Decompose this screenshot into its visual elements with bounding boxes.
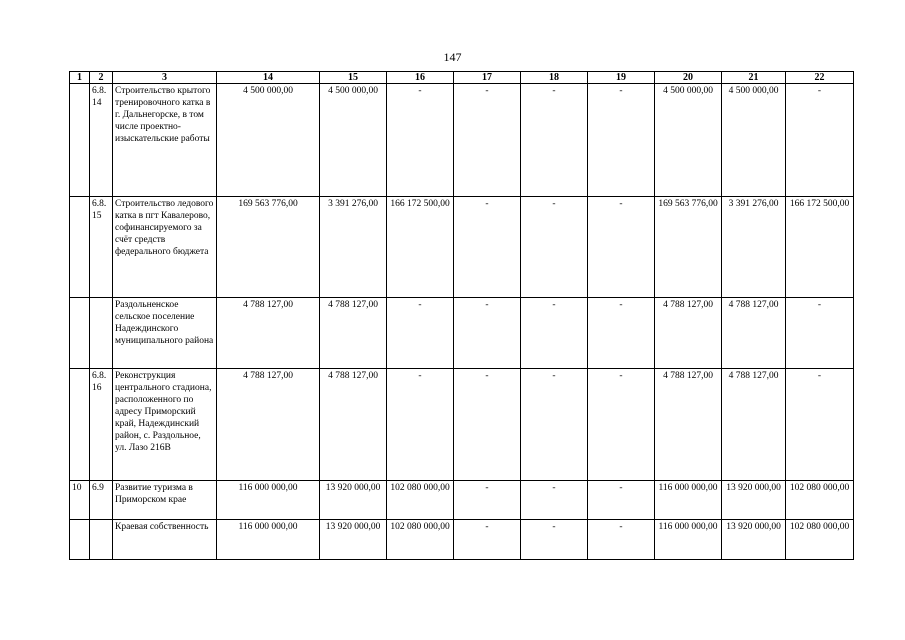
table-row bbox=[70, 369, 854, 481]
col-header: 18 bbox=[521, 72, 588, 84]
cell-col16: 102 080 000,00 bbox=[387, 481, 454, 520]
cell-col21: 4 500 000,00 bbox=[722, 84, 786, 197]
cell-col15: 4 788 127,00 bbox=[320, 369, 387, 481]
col-header: 20 bbox=[655, 72, 722, 84]
cell-col19: - bbox=[588, 369, 655, 481]
cell-col20: 4 788 127,00 bbox=[655, 298, 722, 369]
page-number: 147 bbox=[443, 50, 462, 64]
cell-col19: - bbox=[588, 197, 655, 298]
col-header: 15 bbox=[320, 72, 387, 84]
row-number bbox=[70, 298, 90, 369]
cell-col21: 4 788 127,00 bbox=[722, 369, 786, 481]
row-number bbox=[70, 369, 90, 481]
cell-col21: 3 391 276,00 bbox=[722, 197, 786, 298]
cell-col19: - bbox=[588, 298, 655, 369]
item-code bbox=[90, 298, 113, 369]
cell-col17: - bbox=[454, 84, 521, 197]
item-name: Строительство крытого тренировочного катка в г. Дальнегорске, в том числе проектно-изыскательские работы bbox=[113, 84, 217, 197]
cell-col20: 116 000 000,00 bbox=[655, 520, 722, 560]
cell-col20: 4 500 000,00 bbox=[655, 84, 722, 197]
cell-col18: - bbox=[521, 481, 588, 520]
cell-col16: - bbox=[387, 369, 454, 481]
cell-col19: - bbox=[588, 481, 655, 520]
cell-col15: 13 920 000,00 bbox=[320, 481, 387, 520]
table-row bbox=[70, 520, 854, 560]
row-number bbox=[70, 197, 90, 298]
col-header: 2 bbox=[90, 72, 113, 84]
item-code: 6.9 bbox=[90, 481, 113, 520]
header-row bbox=[70, 72, 854, 84]
cell-col22: - bbox=[786, 369, 854, 481]
cell-col22: - bbox=[786, 84, 854, 197]
cell-col16: 102 080 000,00 bbox=[387, 520, 454, 560]
item-name: Развитие туризма в Приморском крае bbox=[113, 481, 217, 520]
cell-col21: 13 920 000,00 bbox=[722, 481, 786, 520]
cell-col14: 4 500 000,00 bbox=[217, 84, 320, 197]
col-header: 17 bbox=[454, 72, 521, 84]
cell-col15: 4 500 000,00 bbox=[320, 84, 387, 197]
cell-col17: - bbox=[454, 197, 521, 298]
col-header: 21 bbox=[722, 72, 786, 84]
col-header: 22 bbox=[786, 72, 854, 84]
table-row bbox=[70, 197, 854, 298]
cell-col20: 4 788 127,00 bbox=[655, 369, 722, 481]
cell-col22: 102 080 000,00 bbox=[786, 481, 854, 520]
col-header: 3 bbox=[113, 72, 217, 84]
cell-col20: 116 000 000,00 bbox=[655, 481, 722, 520]
item-name: Краевая собственность bbox=[113, 520, 217, 560]
cell-col21: 4 788 127,00 bbox=[722, 298, 786, 369]
cell-col22: 166 172 500,00 bbox=[786, 197, 854, 298]
item-code: 6.8.16 bbox=[90, 369, 113, 481]
cell-col15: 3 391 276,00 bbox=[320, 197, 387, 298]
cell-col18: - bbox=[521, 84, 588, 197]
col-header: 16 bbox=[387, 72, 454, 84]
cell-col21: 13 920 000,00 bbox=[722, 520, 786, 560]
table-row bbox=[70, 481, 854, 520]
item-name: Реконструкция центрального стадиона, расположенного по адресу Приморский край, Надеждинский район, с. Раздольное, ул. Лазо 216В bbox=[113, 369, 217, 481]
cell-col17: - bbox=[454, 298, 521, 369]
cell-col14: 4 788 127,00 bbox=[217, 298, 320, 369]
table-row bbox=[70, 84, 854, 197]
budget-table bbox=[69, 71, 854, 560]
cell-col17: - bbox=[454, 481, 521, 520]
cell-col14: 116 000 000,00 bbox=[217, 481, 320, 520]
cell-col15: 13 920 000,00 bbox=[320, 520, 387, 560]
cell-col19: - bbox=[588, 84, 655, 197]
row-number bbox=[70, 520, 90, 560]
cell-col16: 166 172 500,00 bbox=[387, 197, 454, 298]
cell-col14: 169 563 776,00 bbox=[217, 197, 320, 298]
cell-col22: - bbox=[786, 298, 854, 369]
item-code: 6.8.14 bbox=[90, 84, 113, 197]
cell-col16: - bbox=[387, 298, 454, 369]
cell-col18: - bbox=[521, 369, 588, 481]
table-row bbox=[70, 298, 854, 369]
col-header: 1 bbox=[70, 72, 90, 84]
cell-col14: 4 788 127,00 bbox=[217, 369, 320, 481]
row-number bbox=[70, 84, 90, 197]
item-code: 6.8.15 bbox=[90, 197, 113, 298]
item-code bbox=[90, 520, 113, 560]
cell-col16: - bbox=[387, 84, 454, 197]
row-number: 10 bbox=[70, 481, 90, 520]
cell-col18: - bbox=[521, 298, 588, 369]
item-name: Раздольненское сельское поселение Надеждинского муниципального района bbox=[113, 298, 217, 369]
cell-col18: - bbox=[521, 197, 588, 298]
cell-col17: - bbox=[454, 369, 521, 481]
col-header: 14 bbox=[217, 72, 320, 84]
cell-col15: 4 788 127,00 bbox=[320, 298, 387, 369]
cell-col20: 169 563 776,00 bbox=[655, 197, 722, 298]
cell-col19: - bbox=[588, 520, 655, 560]
cell-col14: 116 000 000,00 bbox=[217, 520, 320, 560]
item-name: Строительство ледового катка в пгт Кавалерово, софинансируемого за счёт средств федерального бюджета bbox=[113, 197, 217, 298]
cell-col18: - bbox=[521, 520, 588, 560]
cell-col17: - bbox=[454, 520, 521, 560]
col-header: 19 bbox=[588, 72, 655, 84]
cell-col22: 102 080 000,00 bbox=[786, 520, 854, 560]
